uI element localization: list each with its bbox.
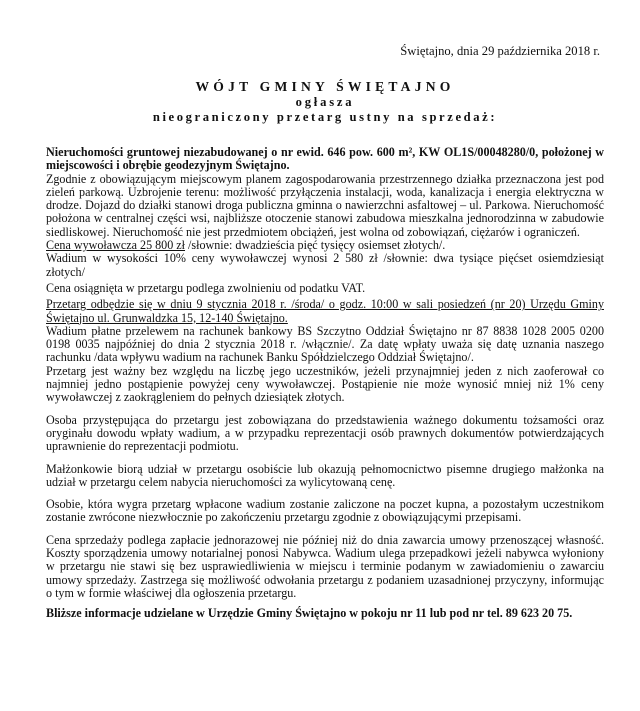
starting-price-amount: Cena wywoławcza 25 800 zł [46,238,186,253]
winner-deposit-info: Osobie, która wygra przetarg wpłacone wadium zostanie zaliczone na poczet kupna, a pozostałym uczestnikom zostanie zwrócone niezwłocznie po zakończeniu przetargu zgodnie z obowiązującymi przepisami. [46,497,604,525]
announcement-header [46,78,604,125]
tender-validity: Przetarg jest ważny bez względu na liczbę jego uczestników, jeżeli przynajmniej jeden z nich zaoferował co najmniej jedno postąpienie powyżej ceny wywoławczej. Postąpienie nie może wynosić mniej niż 1% ceny wywoławczej z zaokrągleniem do pełnych dziesiątek złotych. [46,363,604,405]
deposit-amount: Wadium w wysokości 10% ceny wywoławczej wynosi 2 580 zł /słownie: dwa tysiące pięćset osiemdziesiąt złotych/ [46,251,604,279]
announces-line: ogłasza [295,95,355,109]
payment-terms: Cena sprzedaży podlega zapłacie jednorazowej nie później niż do dnia zawarcia umowy przenoszącej własność. Koszty sporządzenia umowy notarialnej ponosi Nabywca. Wadium ulega przepadkowi jeżeli nabywca wyłoniony w przetargu nie stawi się bez usprawiedliwienia w miejscu i terminie podanym w zawiadomieniu o zawarciu umowy sprzedaży. Zastrzega się możliwość odwołania przetargu z podaniem uzasadnionej przyczyny, informując o tym w formie właściwej dla ogłoszenia przetargu. [46,532,604,600]
date-line: Świętajno, dnia 29 października 2018 r. [400,44,600,58]
document-title: WÓJT GMINY ŚWIĘTAJNO [195,79,455,94]
tender-date-place: Przetarg odbędzie się w dniu 9 stycznia 2018 r. /środa/ o godz. 10:00 w sali posiedzeń (nr 20) Urzędu Gminy Świętajno ul. Grunwaldzka 15, 12-140 Świętajno. [46,297,604,325]
property-description: Zgodnie z obowiązującym miejscowym planem zagospodarowania przestrzennego działka przeznaczona jest pod zieleń parkową. Uzbrojenie terenu: możliwość przyłączenia instalacji, woda, kanalizacja i energia elektryczna w drodze. Dojazd do działki stanowi droga publiczna gminna o nawierzchni asfaltowej – ul. Parkowa. Nieruchomość położona w centralnej części wsi, najbliższe otoczenie stanowi zabudowa mieszkalna jednorodzinna w zabudowie siedliskowej. Nieruchomość nie jest przedmiotem obciążeń, jest wolna od zobowiązań, ciężarów i ograniczeń. [46,171,604,239]
vat-note: Cena osiągnięta w przetargu podlega zwolnieniu od podatku VAT. [46,280,366,295]
property-heading: Nieruchomości gruntowej niezabudowanej o nr ewid. 646 pow. 600 m², KW OL1S/00048280/0, położonej w miejscowości i obrębie geodezyjnym Świętajno. [46,145,604,173]
identity-requirement: Osoba przystępująca do przetargu jest zobowiązana do przedstawienia ważnego dokumentu tożsamości oraz oryginału dowodu wpłaty wadium, a w przypadku reprezentacji osób prawnych dokumentów potwierdzających uprawnienie do reprezentacji podmiotu. [46,412,604,454]
deposit-payment-info: Wadium płatne przelewem na rachunek bankowy BS Szczytno Oddział Świętajno nr 87 8838 1028 2005 0200 0198 0035 najpóźniej do dnia 2 stycznia 2018 r. /włącznie/. Za datę wpłaty uważa się datę uznania naszego rachunku /data wpływu wadium na rachunek Banku Spółdzielczego Oddział Świętajno/. [46,323,604,365]
contact-info: Bliższe informacje udzielane w Urzędzie Gminy Świętajno w pokoju nr 11 lub pod nr tel. 89 623 20 75. [46,606,573,621]
starting-price-line [46,239,604,252]
spouses-requirement: Małżonkowie biorą udział w przetargu osobiście lub okazują pełnomocnictwo pisemne drugiego małżonka na udział w przetargu celem nabycia nieruchomości za wylicytowaną cenę. [46,461,604,489]
announcement-body [46,146,604,621]
tender-type-line: nieograniczony przetarg ustny na sprzedaż: [152,110,498,124]
starting-price-words: /słownie: dwadzieścia pięć tysięcy osiemset złotych/. [185,238,446,253]
